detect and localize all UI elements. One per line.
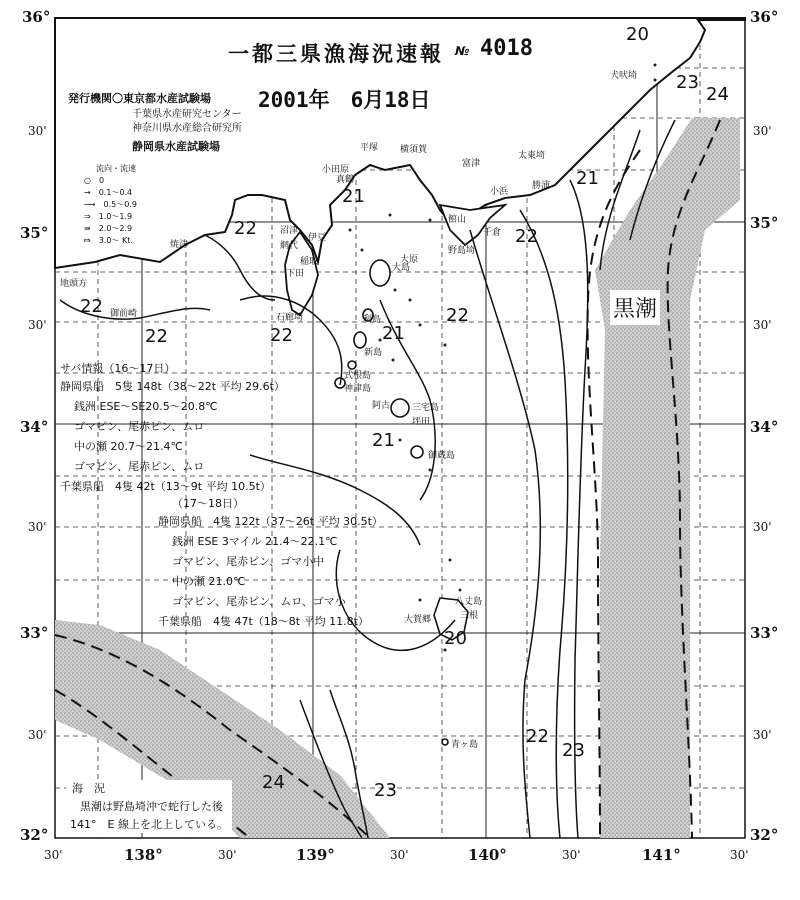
legend-label: 2.0～2.9 [98,224,133,233]
lon-label: 141° [642,846,681,864]
isotherm-label: 22 [234,218,257,239]
lon-label: 139° [296,846,335,864]
place-label: 勝浦 [532,181,551,191]
legend-label: 1.0～1.9 [98,212,133,221]
isotherm-label: 24 [262,772,285,793]
legend-label: 3.0～ Kt. [98,236,133,245]
isotherm-label: 22 [446,305,469,326]
place-label: 平塚 [360,143,379,153]
notes-title: 海 況 [72,782,105,795]
place-label: 神津島 [344,384,372,394]
place-label: 三根 [460,611,479,621]
place-label: 焼津 [170,240,189,250]
legend-item [84,187,137,199]
place-label: 館山 [448,215,467,225]
report-line: 銭洲 ESE～SE20.5～20.8℃ [74,400,218,413]
place-label: 地頭方 [60,279,88,289]
lat-label-right: 33° [750,624,779,642]
lat-label-left: 30' [28,728,47,742]
arrow-icon: ○ [84,176,99,185]
legend-label: 0.1～0.4 [98,188,133,197]
isotherm-label: 22 [515,226,538,247]
isotherm-label: 20 [444,628,467,649]
lat-label-right: 36° [750,8,779,26]
place-label: 阿古 [372,401,391,411]
place-label: 御前崎 [110,309,138,319]
place-label: 網代 [280,241,299,251]
lat-label-left: 30' [28,124,47,138]
place-label: 式根島 [344,371,372,381]
place-label: 新島 [364,348,383,358]
lon-label: 30' [390,848,409,862]
notes-line: 141° E 線上を北上している。 [70,818,228,831]
report-line: 千葉県船 4隻 42t（13～9t 平均 10.5t） [60,480,271,493]
legend-item [84,199,137,211]
lat-label-left: 35° [20,224,49,242]
report-number: 4018 [480,36,533,61]
place-label: 野島埼 [448,246,476,256]
place-label: 千倉 [483,228,502,238]
place-label: 横須賀 [400,145,428,155]
place-label: 下田 [286,269,305,279]
lat-label-left: 34° [20,418,49,436]
lon-label: 30' [44,848,63,862]
report-line: ゴマピン、尾赤ピン、ムロ [74,460,205,473]
issuer-kanagawa: 神奈川県水産総合研究所 [132,123,242,134]
isotherm-label: 20 [626,24,649,45]
isotherm-label: 21 [382,323,405,344]
isotherm-label: 22 [145,326,168,347]
lat-label-right: 35° [750,214,779,232]
sea-condition-notes [66,780,232,833]
place-label: 稲取 [300,257,319,267]
issuer-tokyo: 発行機関〇東京都水産試験場 [68,92,211,105]
report-date: 2001年 6月18日 [258,88,431,112]
legend-label: 0 [98,176,105,185]
lat-label-left: 33° [20,624,49,642]
arrow-icon: ⇛ [84,224,99,233]
place-label: 真鶴 [336,175,355,185]
legend-item [84,223,137,235]
report-line: サバ情報（16～17日） [60,362,176,375]
number-prefix: № [455,44,470,58]
kuroshio-label: 黒潮 [610,290,660,325]
lat-label-left: 36° [22,8,51,26]
isotherm-label: 22 [526,726,549,747]
report-line: ゴマピン、尾赤ピン、ムロ [74,420,205,433]
chart-title: 一都三県漁海況速報 [228,42,444,66]
place-label: 石廊埼 [276,313,304,323]
lat-label-right: 30' [753,728,772,742]
lon-label: 30' [562,848,581,862]
lat-label-left: 30' [28,520,47,534]
arrow-icon: → [84,188,99,197]
issuer-chiba: 千葉県水産研究センター [132,109,242,120]
place-label: 利島 [363,315,382,325]
place-label: 犬吠埼 [610,71,638,81]
isotherm-label: 22 [80,296,103,317]
lon-label: 140° [468,846,507,864]
legend-item [84,235,137,247]
current-legend [84,163,137,247]
lat-label-right: 32° [750,826,779,844]
report-line: 中の瀬 20.7～21.4℃ [74,440,183,453]
report-line: ゴマピン、尾赤ピン、ムロ、ゴマ小 [172,595,346,608]
lat-label-right: 30' [753,124,772,138]
legend-item [84,175,137,187]
report-line: 中の瀬 21.0℃ [172,575,246,588]
report-line: 静岡県船 5隻 148t（38～22t 平均 29.6t） [60,380,285,393]
isotherm-label: 24 [706,84,729,105]
place-label: 八丈島 [455,597,483,607]
report-line: 千葉県船 4隻 47t（18～8t 平均 11.8t） [158,615,369,628]
report-line: ゴマピン、尾赤ピン、ゴマ小中 [172,555,325,568]
isotherm-label: 21 [372,430,395,451]
place-label: 御蔵島 [428,451,456,461]
place-label: 沼津 [280,226,299,236]
issuer-shizuoka: 静岡県水産試験場 [132,140,220,153]
notes-line: 黒潮は野島埼沖で蛇行した後 [80,800,223,813]
lon-label: 138° [124,846,163,864]
place-label: 坪田 [412,417,431,427]
arrow-icon: ⟶ [84,200,104,209]
place-label: 大島 [392,263,411,273]
kuroshio-band [595,118,740,838]
place-label: 富津 [462,159,481,169]
legend-item [84,211,137,223]
isotherm-label: 23 [676,72,699,93]
saba-report [60,362,383,628]
isotherm-label: 23 [562,740,585,761]
place-label: 伊豆 [308,233,327,243]
isotherm-label: 22 [270,325,293,346]
lon-label: 30' [218,848,237,862]
lat-label-right: 34° [750,418,779,436]
lat-label-right: 30' [753,318,772,332]
lat-label-right: 30' [753,520,772,534]
lon-label: 30' [730,848,749,862]
legend-label: 0.5～0.9 [103,200,137,209]
place-label: 大賀郷 [404,615,432,625]
place-label: 太東埼 [518,151,546,161]
place-label: 小浜 [490,187,509,197]
suruga-bay-edge [205,235,275,300]
legend-title: 流向・流速 [96,164,136,173]
lat-label-left: 32° [20,826,49,844]
place-label: 三宅島 [412,403,440,413]
place-label: 小田原 [322,165,350,175]
report-line: 銭洲 ESE 3マイル 21.4～22.1℃ [172,535,338,548]
isotherm-label: 21 [342,186,365,207]
place-label: 青ヶ島 [451,740,479,750]
lat-label-left: 30' [28,318,47,332]
place-label: 大原 [400,255,419,265]
arrow-icon: ⇒ [84,212,99,221]
arrow-icon: ⤇ [84,236,99,245]
report-line: （17～18日） [172,497,244,510]
report-line: 静岡県船 4隻 122t（37～26t 平均 30.5t） [158,515,383,528]
isotherm-label: 23 [374,780,397,801]
isotherm-label: 21 [576,168,599,189]
